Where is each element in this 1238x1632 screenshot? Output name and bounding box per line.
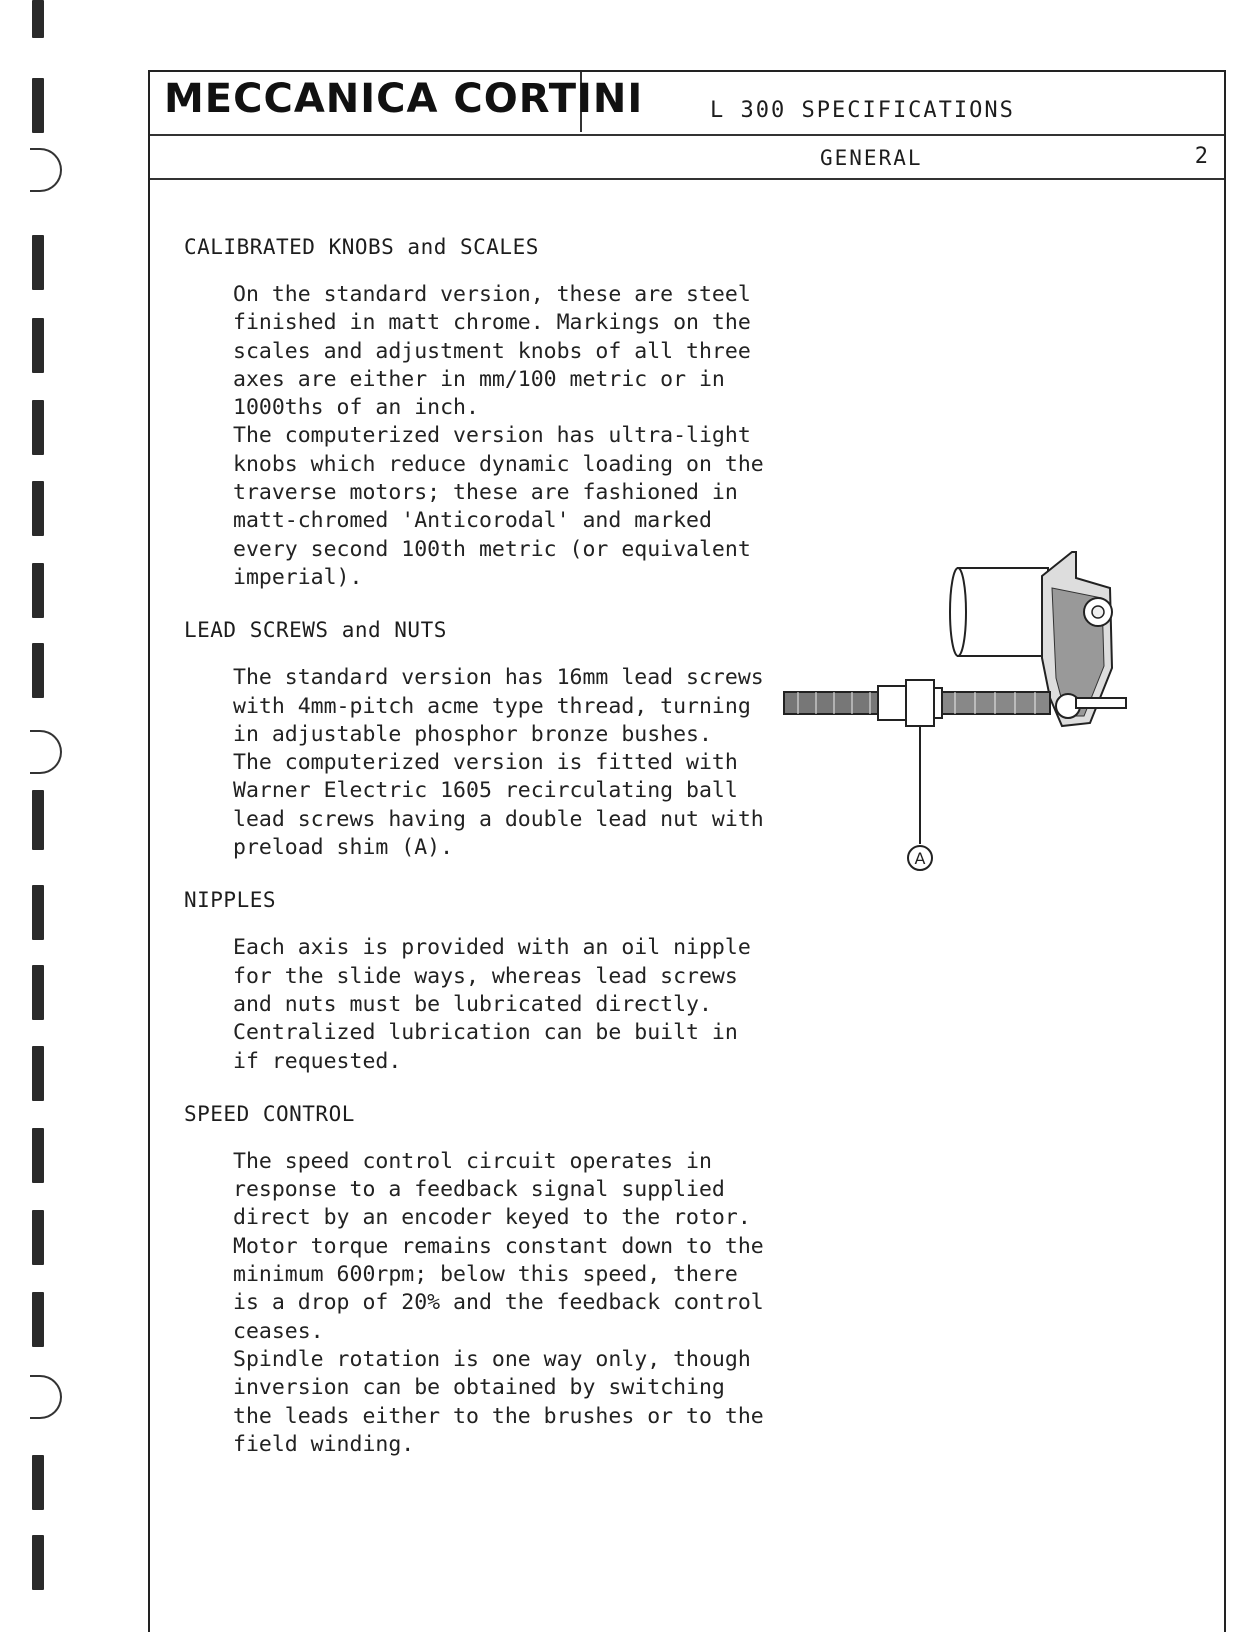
paragraph — [233, 1148, 764, 1459]
binding-hole — [32, 235, 44, 290]
text-line: axes are either in mm/100 metric or in — [233, 366, 725, 392]
binding-hole-round — [30, 148, 62, 192]
section-heading: NIPPLES — [184, 888, 277, 913]
binding-hole — [32, 1210, 44, 1265]
text-line: Spindle rotation is one way only, though — [233, 1346, 751, 1372]
binding-hole — [32, 563, 44, 618]
text-line: with 4mm-pitch acme type thread, turning — [233, 693, 751, 719]
binding-hole — [32, 885, 44, 940]
section-heading: LEAD SCREWS and NUTS — [184, 618, 447, 643]
text-line: The computerized version has ultra-light — [233, 423, 751, 449]
paragraph — [233, 281, 764, 592]
section-heading: SPEED CONTROL — [184, 1101, 355, 1126]
binding-hole — [32, 965, 44, 1020]
page-number: 2 — [1194, 144, 1208, 169]
text-line: every second 100th metric (or equivalent — [233, 536, 751, 562]
binding-hole-round — [30, 730, 62, 774]
binding-hole-round — [30, 1375, 62, 1419]
section-nipples — [184, 888, 751, 1075]
text-line: direct by an encoder keyed to the rotor. — [233, 1205, 751, 1231]
text-line: lead screws having a double lead nut with — [233, 806, 764, 832]
section-heading: CALIBRATED KNOBS and SCALES — [184, 235, 539, 259]
binding-holes — [0, 0, 80, 1613]
text-line: knobs which reduce dynamic loading on the — [233, 451, 764, 477]
binding-hole — [32, 1455, 44, 1510]
text-line: The standard version has 16mm lead screws — [233, 665, 764, 691]
text-line: field winding. — [233, 1431, 415, 1457]
text-line: matt-chromed 'Anticorodal' and marked — [233, 508, 712, 534]
section-knobs — [184, 235, 764, 592]
text-line: ceases. — [233, 1318, 324, 1344]
section-lead-screws — [184, 618, 764, 862]
text-line: and nuts must be lubricated directly. — [233, 991, 712, 1017]
text-line: if requested. — [233, 1048, 402, 1074]
paragraph — [233, 664, 764, 862]
callout-a — [908, 726, 932, 870]
text-line: Warner Electric 1605 recirculating ball — [233, 778, 738, 804]
binding-hole — [32, 1046, 44, 1101]
text-line: response to a feedback signal supplied — [233, 1177, 725, 1203]
text-line: preload shim (A). — [233, 835, 454, 861]
text-line: for the slide ways, whereas lead screws — [233, 963, 738, 989]
text-line: Motor torque remains constant down to the — [233, 1233, 764, 1259]
section-label: GENERAL — [820, 146, 923, 170]
text-line: imperial). — [233, 564, 363, 590]
motor-body — [950, 568, 1048, 656]
double-lead-nut — [878, 680, 942, 726]
binding-hole — [32, 1128, 44, 1183]
lead-screw-illustration — [780, 548, 1140, 878]
binding-hole — [32, 1535, 44, 1590]
company-logo: MECCANICA CORTINI — [164, 76, 644, 122]
text-line: The computerized version is fitted with — [233, 750, 738, 776]
text-line: On the standard version, these are steel — [233, 282, 751, 307]
section-speed-control — [184, 1101, 764, 1459]
text-line: traverse motors; these are fashioned in — [233, 480, 738, 506]
text-line: Each axis is provided with an oil nipple — [233, 935, 751, 961]
binding-hole — [32, 790, 44, 850]
text-line: scales and adjustment knobs of all three — [233, 338, 751, 364]
text-line: The speed control circuit operates in — [233, 1148, 712, 1174]
document-title: L 300 SPECIFICATIONS — [710, 98, 1015, 123]
main-content — [184, 235, 764, 1485]
binding-hole — [32, 481, 44, 536]
text-line: the leads either to the brushes or to the — [233, 1403, 764, 1429]
text-line: 1000ths of an inch. — [233, 395, 479, 421]
text-line: inversion can be obtained by switching — [233, 1375, 725, 1401]
binding-hole — [32, 0, 44, 38]
text-line: minimum 600rpm; below this speed, there — [233, 1262, 738, 1288]
text-line: in adjustable phosphor bronze bushes. — [233, 721, 712, 747]
text-line: is a drop of 20% and the feedback control — [233, 1290, 764, 1316]
paragraph — [233, 934, 751, 1075]
subheader-row — [150, 136, 1224, 180]
binding-hole — [32, 78, 44, 133]
text-line: Centralized lubrication can be built in — [233, 1020, 738, 1046]
logo-box — [150, 72, 644, 132]
text-line: finished in matt chrome. Markings on the — [233, 310, 751, 336]
binding-hole — [32, 1292, 44, 1347]
binding-hole — [32, 400, 44, 455]
binding-hole — [32, 318, 44, 373]
binding-hole — [32, 643, 44, 698]
header-row — [150, 72, 1224, 136]
callout-label: A — [914, 849, 926, 868]
